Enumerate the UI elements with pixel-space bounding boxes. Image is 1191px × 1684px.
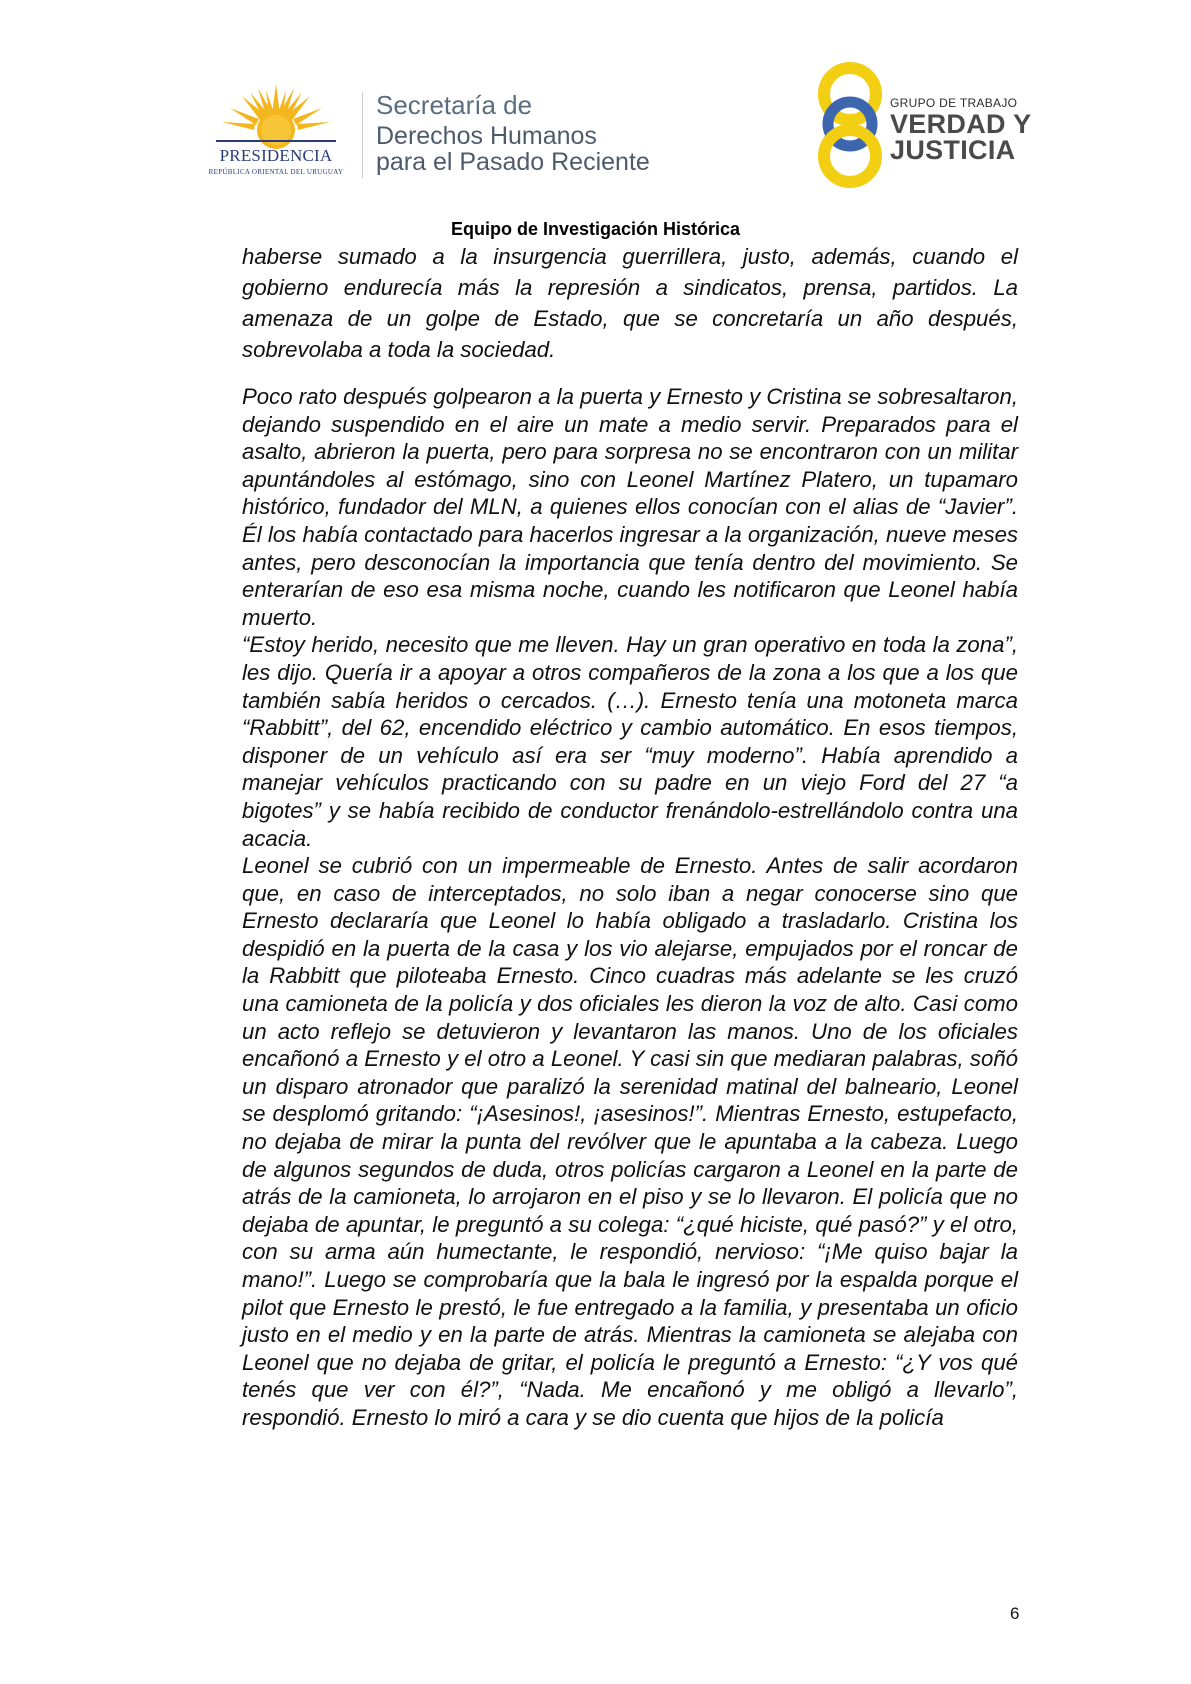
body-text xyxy=(242,241,1018,1432)
paragraph-2: Poco rato después golpearon a la puerta y Ernesto y Cristina se sobresaltaron, dejando suspendido en el aire un mate a medio servir. Preparados para el asalto, abrieron la puerta, pero para sorpresa no se encontraron con un militar apuntándoles al estómago, sino con Leonel Martínez Platero, un tupamaro histórico, fundador del MLN, a quienes ellos conocían con el alias de “Javier”. Él los había contactado para hacerlos ingresar a la organización, nueve meses antes, pero desconocían la importancia que tenía dentro del movimiento. Se enterarían de eso esa misma noche, cuando les notificaron que Leonel había muerto. xyxy=(242,384,1018,630)
header-divider xyxy=(362,92,363,178)
verdad-justicia-logo-icon xyxy=(810,60,890,190)
secretaria-line-3: para el Pasado Reciente xyxy=(376,148,650,176)
page-header xyxy=(0,0,1191,215)
page-number: 6 xyxy=(1010,1604,1020,1623)
paragraph-1: haberse sumado a la insurgencia guerrillera, justo, además, cuando el gobierno endurecía más la represión a sindicatos, prensa, partidos. La amenaza de un golpe de Estado, que se concretaría un año después, sobrevolaba a toda la sociedad. xyxy=(242,244,1018,362)
presidencia-logo xyxy=(196,80,356,185)
presidencia-name: PRESIDENCIA xyxy=(219,146,333,165)
paragraph-3: “Estoy herido, necesito que me lleven. Hay un gran operativo en toda la zona”, les dijo. Quería ir a apoyar a otros compañeros de la zona a los que a los que también sabía heridos o cercados. (…). Ernesto tenía una motoneta marca “Rabbitt”, del 62, encendido eléctrico y cambio automático. En esos tiempos, disponer de un vehículo así era ser “muy moderno”. Había aprendido a manejar vehículos practicando con su padre en un viejo Ford del 27 “a bigotes” y se había recibido de conductor frenándolo-estrellándolo contra una acacia. xyxy=(242,632,1018,851)
secretaria-line-2: Derechos Humanos xyxy=(376,122,597,150)
sun-icon xyxy=(196,80,356,150)
secretaria-title: Secretaría de xyxy=(376,90,533,120)
grupo-trabajo-label: GRUPO DE TRABAJO xyxy=(890,96,1018,110)
team-title: Equipo de Investigación Histórica xyxy=(450,219,741,239)
verdad-label: VERDAD Y xyxy=(890,109,1032,139)
paragraph-4: Leonel se cubrió con un impermeable de Ernesto. Antes de salir acordaron que, en caso de interceptados, no solo iban a negar conocerse sino que Ernesto declararía que Leonel lo había obligado a trasladarlo. Cristina los despidió en la puerta de la casa y los vio alejarse, empujados por el roncar de la Rabbitt que piloteaba Ernesto. Cinco cuadras más adelante se les cruzó una camioneta de la policía y dos oficiales les dieron la voz de alto. Casi como un acto reflejo se detuvieron y levantaron las manos. Uno de los oficiales encañonó a Ernesto y el otro a Leonel. Y casi sin que mediaran palabras, soñó un disparo atronador que paralizó la serenidad matinal del balneario, Leonel se desplomó gritando: “¡Asesinos!, ¡asesinos!”. Mientras Ernesto, estupefacto, no dejaba de mirar la punta del revólver que le apuntaba a la cabeza. Luego de algunos segundos de duda, otros policías cargaron a Leonel en la parte de atrás de la camioneta, lo arrojaron en el piso y se lo llevaron. El policía que no dejaba de apuntar, le preguntó a su colega: “¿qué hiciste, qué pasó?” y el otro, con su arma aún humectante, le respondió, nervioso: “¡Me quiso bajar la mano!”. Luego se comprobaría que la bala le ingresó por la espalda porque el pilot que Ernesto le prestó, le fue entregado a la familia, y presentaba un oficio justo en el medio y en la parte de atrás. Mientras la camioneta se alejaba con Leonel que no dejaba de gritar, el policía le preguntó a Ernesto: “¿Y vos qué tenés que ver con él?”, “Nada. Me encañonó y me obligó a llevarlo”, respondió. Ernesto lo miró a cara y se dio cuenta que hijos de la policía xyxy=(242,853,1018,1430)
presidencia-subtitle: REPÚBLICA ORIENTAL DEL URUGUAY xyxy=(208,168,344,176)
justicia-label: JUSTICIA xyxy=(890,135,1016,165)
